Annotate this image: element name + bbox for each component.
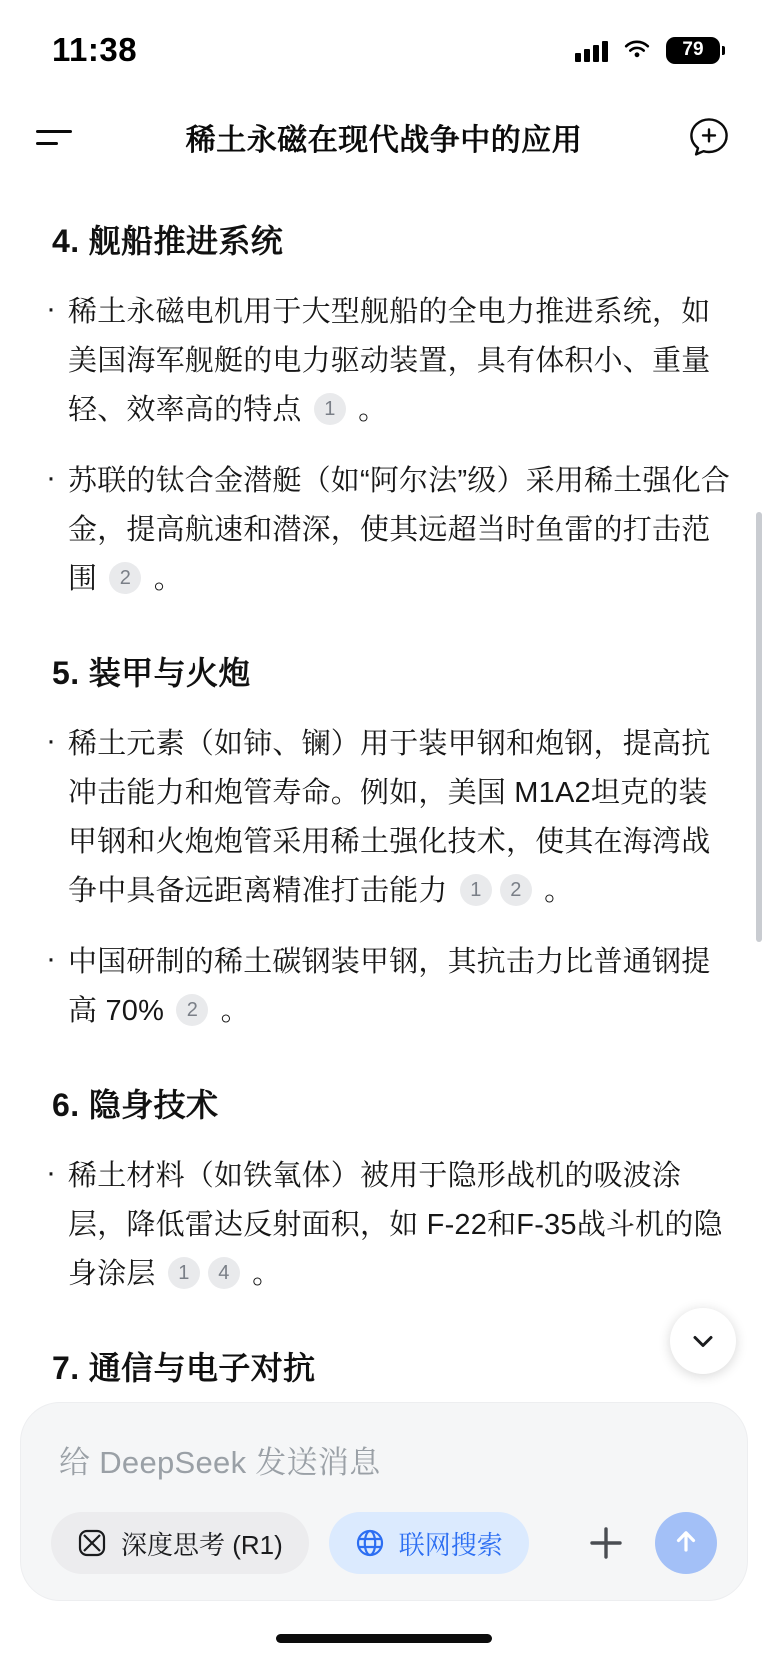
bullet-list: [36, 720, 732, 1036]
bullet-text: 。: [212, 995, 250, 1027]
message-input[interactable]: 给 DeepSeek 发送消息: [59, 1445, 381, 1480]
bullet-list: [36, 288, 732, 604]
bullet-list: [36, 1152, 732, 1299]
bullet-text: 稀土材料（如铁氧体）被用于隐形战机的吸波涂层，降低雷达反射面积，如 F-22和F-35战斗机的隐身涂层: [68, 1160, 723, 1290]
section-heading: 6. 隐身技术: [52, 1087, 219, 1123]
web-search-label: 联网搜索: [398, 1529, 503, 1560]
composer-area: [0, 1402, 768, 1601]
composer-toolbar: [51, 1512, 717, 1574]
bullet-item: [36, 457, 732, 604]
bullet-text: 稀土永磁电机用于大型舰船的全电力推进系统，如美国海军舰艇的电力驱动装置，具有体积小、重量轻、效率高的特点: [68, 296, 711, 426]
citation-badge[interactable]: 1: [168, 1257, 200, 1289]
citation-badge[interactable]: 2: [176, 994, 208, 1026]
status-time: 11:38: [52, 31, 138, 68]
arrow-up-icon: [669, 1524, 703, 1563]
status-indicators: [575, 37, 720, 64]
bullet-text: 。: [535, 875, 574, 907]
cellular-signal-icon: [575, 38, 608, 62]
new-chat-plus-icon[interactable]: [686, 114, 732, 160]
citation-badge[interactable]: 1: [314, 393, 346, 425]
status-bar: [0, 0, 768, 92]
send-button[interactable]: [655, 1512, 717, 1574]
deep-think-chip[interactable]: [51, 1512, 309, 1574]
chevron-down-icon[interactable]: [670, 1308, 736, 1374]
bullet-text: 中国研制的稀土碳钢装甲钢，其抗击力比普通钢提高 70%: [68, 946, 711, 1027]
bullet-text: 。: [349, 394, 388, 426]
deep-think-icon: [77, 1528, 107, 1558]
bullet-text: 稀土元素（如铈、镧）用于装甲钢和炮钢，提高抗冲击能力和炮管寿命。例如，美国 M1A2坦克的装甲钢和火炮炮管采用稀土强化技术，使其在海湾战争中具备远距离精准打击能力: [68, 728, 711, 907]
bullet-item: [36, 1152, 732, 1299]
article-content[interactable]: [0, 182, 768, 1402]
citation-badge[interactable]: 1: [460, 874, 492, 906]
section-heading: 4. 舰船推进系统: [52, 223, 284, 259]
deep-think-label: 深度思考 (R1): [121, 1529, 283, 1560]
page-title: 稀土永磁在现代战争中的应用: [185, 124, 583, 157]
citation-badge[interactable]: 2: [500, 874, 532, 906]
bullet-text: 苏联的钛合金潜艇（如“阿尔法”级）采用稀土强化合金，提高航速和潜深，使其远超当时鱼雷的打击范围: [68, 465, 731, 595]
web-search-chip[interactable]: [329, 1512, 529, 1574]
citation-badge[interactable]: 2: [109, 562, 141, 594]
bullet-item: [36, 720, 732, 916]
globe-icon: [355, 1528, 385, 1558]
section-heading: 5. 装甲与火炮: [52, 655, 251, 691]
section-heading: 7. 通信与电子对抗: [52, 1350, 316, 1386]
bullet-text: 。: [243, 1258, 282, 1290]
citation-badge[interactable]: 4: [208, 1257, 240, 1289]
home-indicator-bar: [276, 1634, 492, 1643]
vertical-scrollbar[interactable]: [756, 512, 762, 942]
home-indicator: [0, 1601, 768, 1665]
battery-level: 79: [682, 39, 704, 60]
bullet-item: [36, 288, 732, 435]
composer: [20, 1402, 748, 1601]
plus-icon[interactable]: [577, 1514, 635, 1572]
hamburger-menu-icon[interactable]: [36, 114, 82, 160]
battery-indicator: [666, 37, 720, 64]
bullet-item: [36, 938, 732, 1036]
nav-bar: [0, 92, 768, 182]
wifi-icon: [622, 38, 652, 62]
bullet-text: 。: [145, 563, 183, 595]
